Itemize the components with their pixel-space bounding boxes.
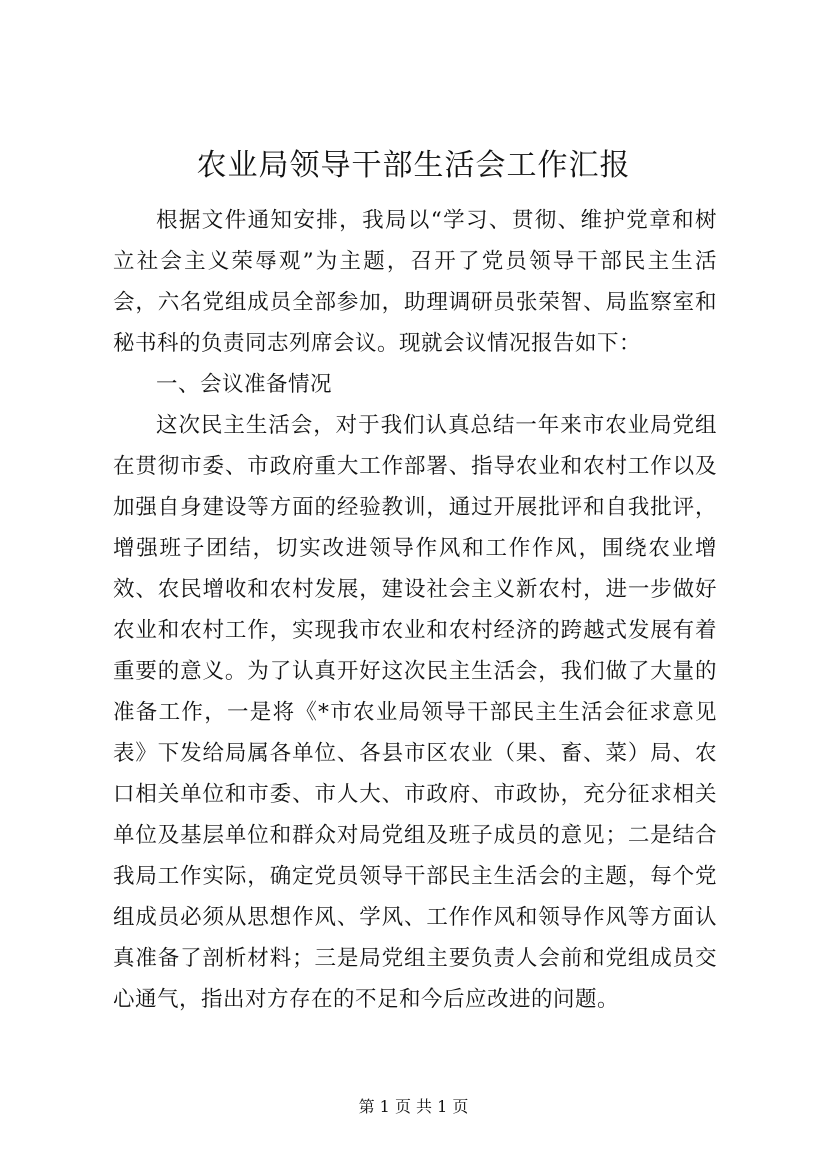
page-footer: 第 1 页 共 1 页 [358, 1097, 469, 1116]
document-body [113, 200, 717, 1020]
intro-paragraph: 根据文件通知安排，我局以“学习、贯彻、维护党章和树立社会主义荣辱观”为主题，召开了党员领导干部民主生活会，六名党组成员全部参加，助理调研员张荣智、局监察室和秘书科的负责同志列席会议。现就会议情况报告如下： [113, 208, 717, 356]
section-1-paragraph: 这次民主生活会，对于我们认真总结一年来市农业局党组在贯彻市委、市政府重大工作部署、指导农业和农村工作以及加强自身建设等方面的经验教训，通过开展批评和自我批评，增强班子团结，切实改进领导作风和工作作风，围绕农业增效、农民增收和农村发展，建设社会主义新农村，进一步做好农业和农村工作，实现我市农业和农村经济的跨越式发展有着重要的意义。为了认真开好这次民主生活会，我们做了大量的准备工作，一是将《*市农业局领导干部民主生活会征求意见表》下发给局属各单位、各县市区农业（果、畜、菜）局、农口相关单位和市委、市人大、市政府、市政协，充分征求相关单位及基层单位和群众对局党组及班子成员的意见；二是结合我局工作实际，确定党员领导干部民主生活会的主题，每个党组成员必须从思想作风、学风、工作作风和领导作风等方面认真准备了剖析材料；三是局党组主要负责人会前和党组成员交心通气，指出对方存在的不足和今后应改进的问题。 [113, 413, 717, 1012]
section-1-heading: 一、会议准备情况 [156, 372, 333, 397]
document-title: 农业局领导干部生活会工作汇报 [196, 148, 631, 183]
